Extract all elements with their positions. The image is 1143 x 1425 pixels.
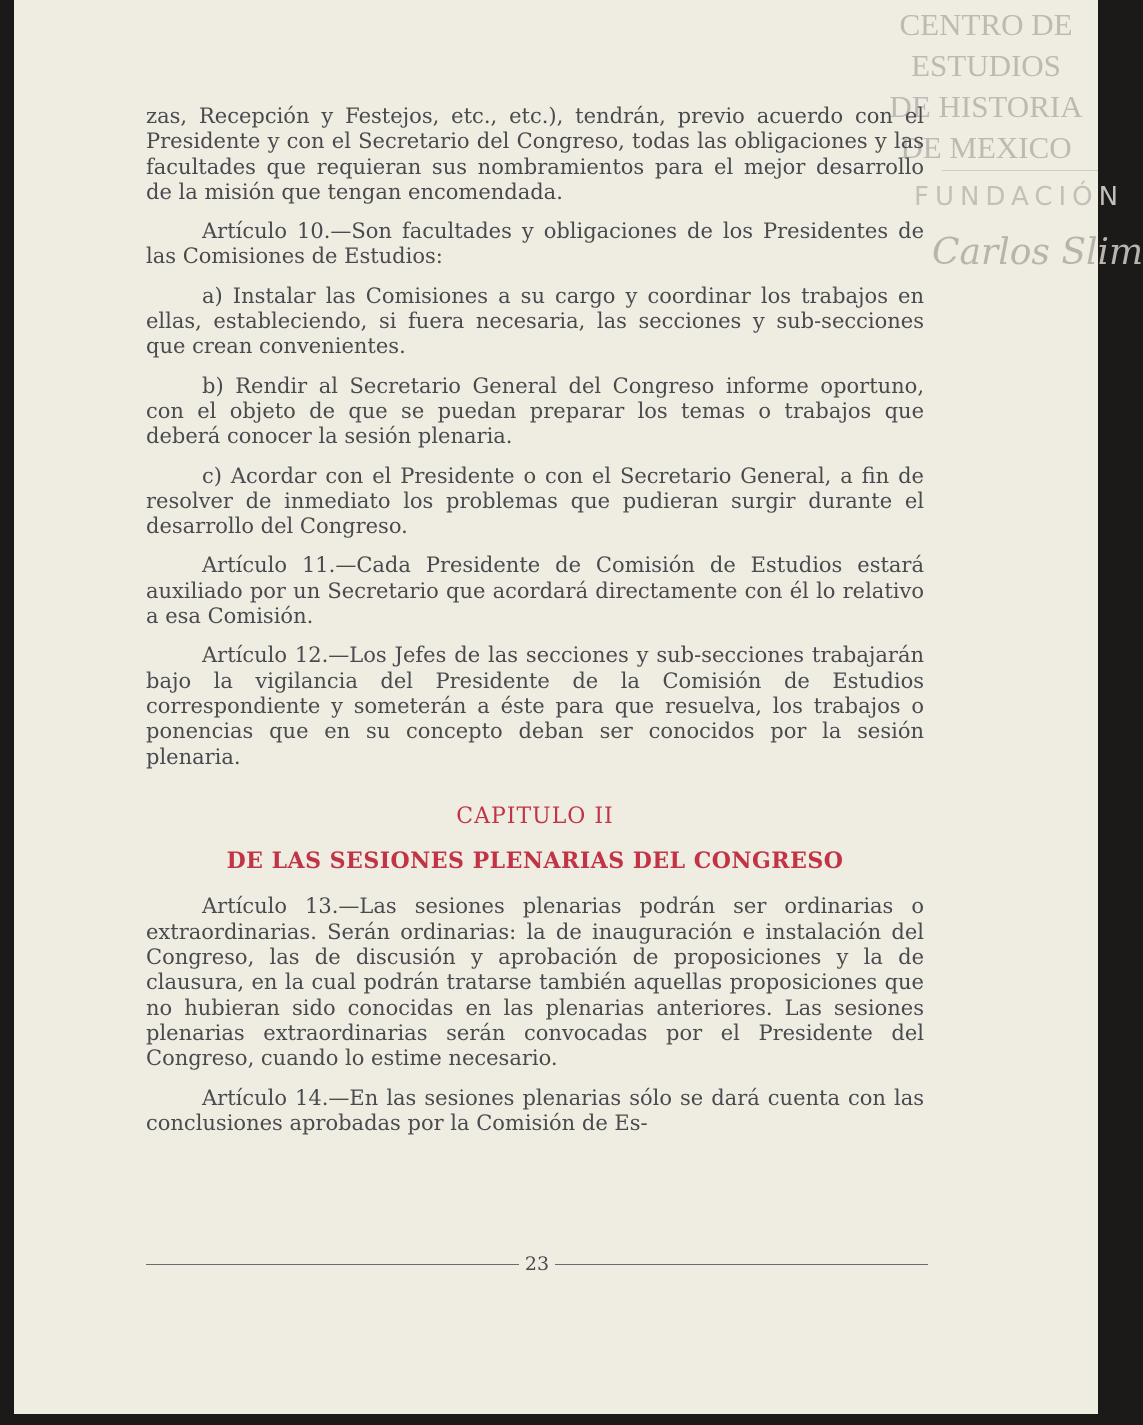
chapter-title: CAPITULO II bbox=[456, 803, 614, 829]
clause-c: c) Acordar con el Presidente o con el Secretario General, a fin de resolver de inmediato los problemas que pudieran surgir durante el desarrollo del Congreso. bbox=[146, 463, 924, 539]
paragraph: zas, Recepción y Festejos, etc., etc.), tendrán, previo acuerdo con el Presidente y con el Secretario del Congreso, todas las obligaciones y las facultades que requieran sus nombramientos para el mejor desarrollo de la misión que tengan encomendada. bbox=[146, 104, 924, 204]
clause-b: b) Rendir al Secretario General del Congreso informe oportuno, con el objeto de que se puedan preparar los temas o trabajos que deberá conocer la sesión plenaria. bbox=[146, 373, 924, 449]
watermark-line: DE HISTORIA bbox=[889, 89, 1083, 124]
watermark-signature: Carlos Slim bbox=[932, 232, 1143, 273]
watermark-foundation: FUNDACIÓN bbox=[914, 182, 1125, 212]
footer-rule-left bbox=[146, 1264, 519, 1265]
watermark-divider bbox=[942, 170, 1098, 171]
watermark-line: DE MEXICO bbox=[900, 130, 1072, 165]
article-12: Artículo 12.—Los Jefes de las secciones y sub-secciones trabajarán bajo la vigilancia del Presidente de la Comisión de Estudios correspondiente y someterán a éste para que resuelva, los trabajos o ponencias que en su concepto deban ser conocidos por la sesión plenaria. bbox=[146, 643, 924, 769]
article-13: Artículo 13.—Las sesiones plenarias podrán ser ordinarias o extraordinarias. Serán ordinarias: la de inauguración e instalación del Congreso, las de discusión y aprobación de proposiciones y la de clausura, en la cual podrán tratarse también aquellas proposiciones que no hubieran sido conocidas en las plenarias anteriores. Las sesiones plenarias extraordinarias serán convocadas por el Presidente del Congreso, cuando lo estime necesario. bbox=[146, 894, 924, 1071]
article-10: Artículo 10.—Son facultades y obligaciones de los Presidentes de las Comisiones de Estudios: bbox=[146, 219, 924, 269]
page-body bbox=[146, 104, 924, 1150]
page-number: 23 bbox=[524, 1253, 550, 1275]
footer-rule-right bbox=[555, 1264, 928, 1265]
watermark-line: ESTUDIOS bbox=[911, 48, 1061, 83]
article-11: Artículo 11.—Cada Presidente de Comisión de Estudios estará auxiliado por un Secretario que acordará directamente con él lo relativo a esa Comisión. bbox=[146, 553, 924, 629]
clause-a: a) Instalar las Comisiones a su cargo y coordinar los trabajos en ellas, estableciendo, si fuera necesaria, las secciones y sub-secciones que crean convenientes. bbox=[146, 283, 924, 359]
article-14: Artículo 14.—En las sesiones plenarias sólo se dará cuenta con las conclusiones aprobadas por la Comisión de Es- bbox=[146, 1085, 924, 1135]
watermark-line: CENTRO DE bbox=[899, 7, 1073, 42]
page-footer bbox=[146, 1252, 928, 1276]
section-heading: DE LAS SESIONES PLENARIAS DEL CONGRESO bbox=[226, 848, 844, 875]
